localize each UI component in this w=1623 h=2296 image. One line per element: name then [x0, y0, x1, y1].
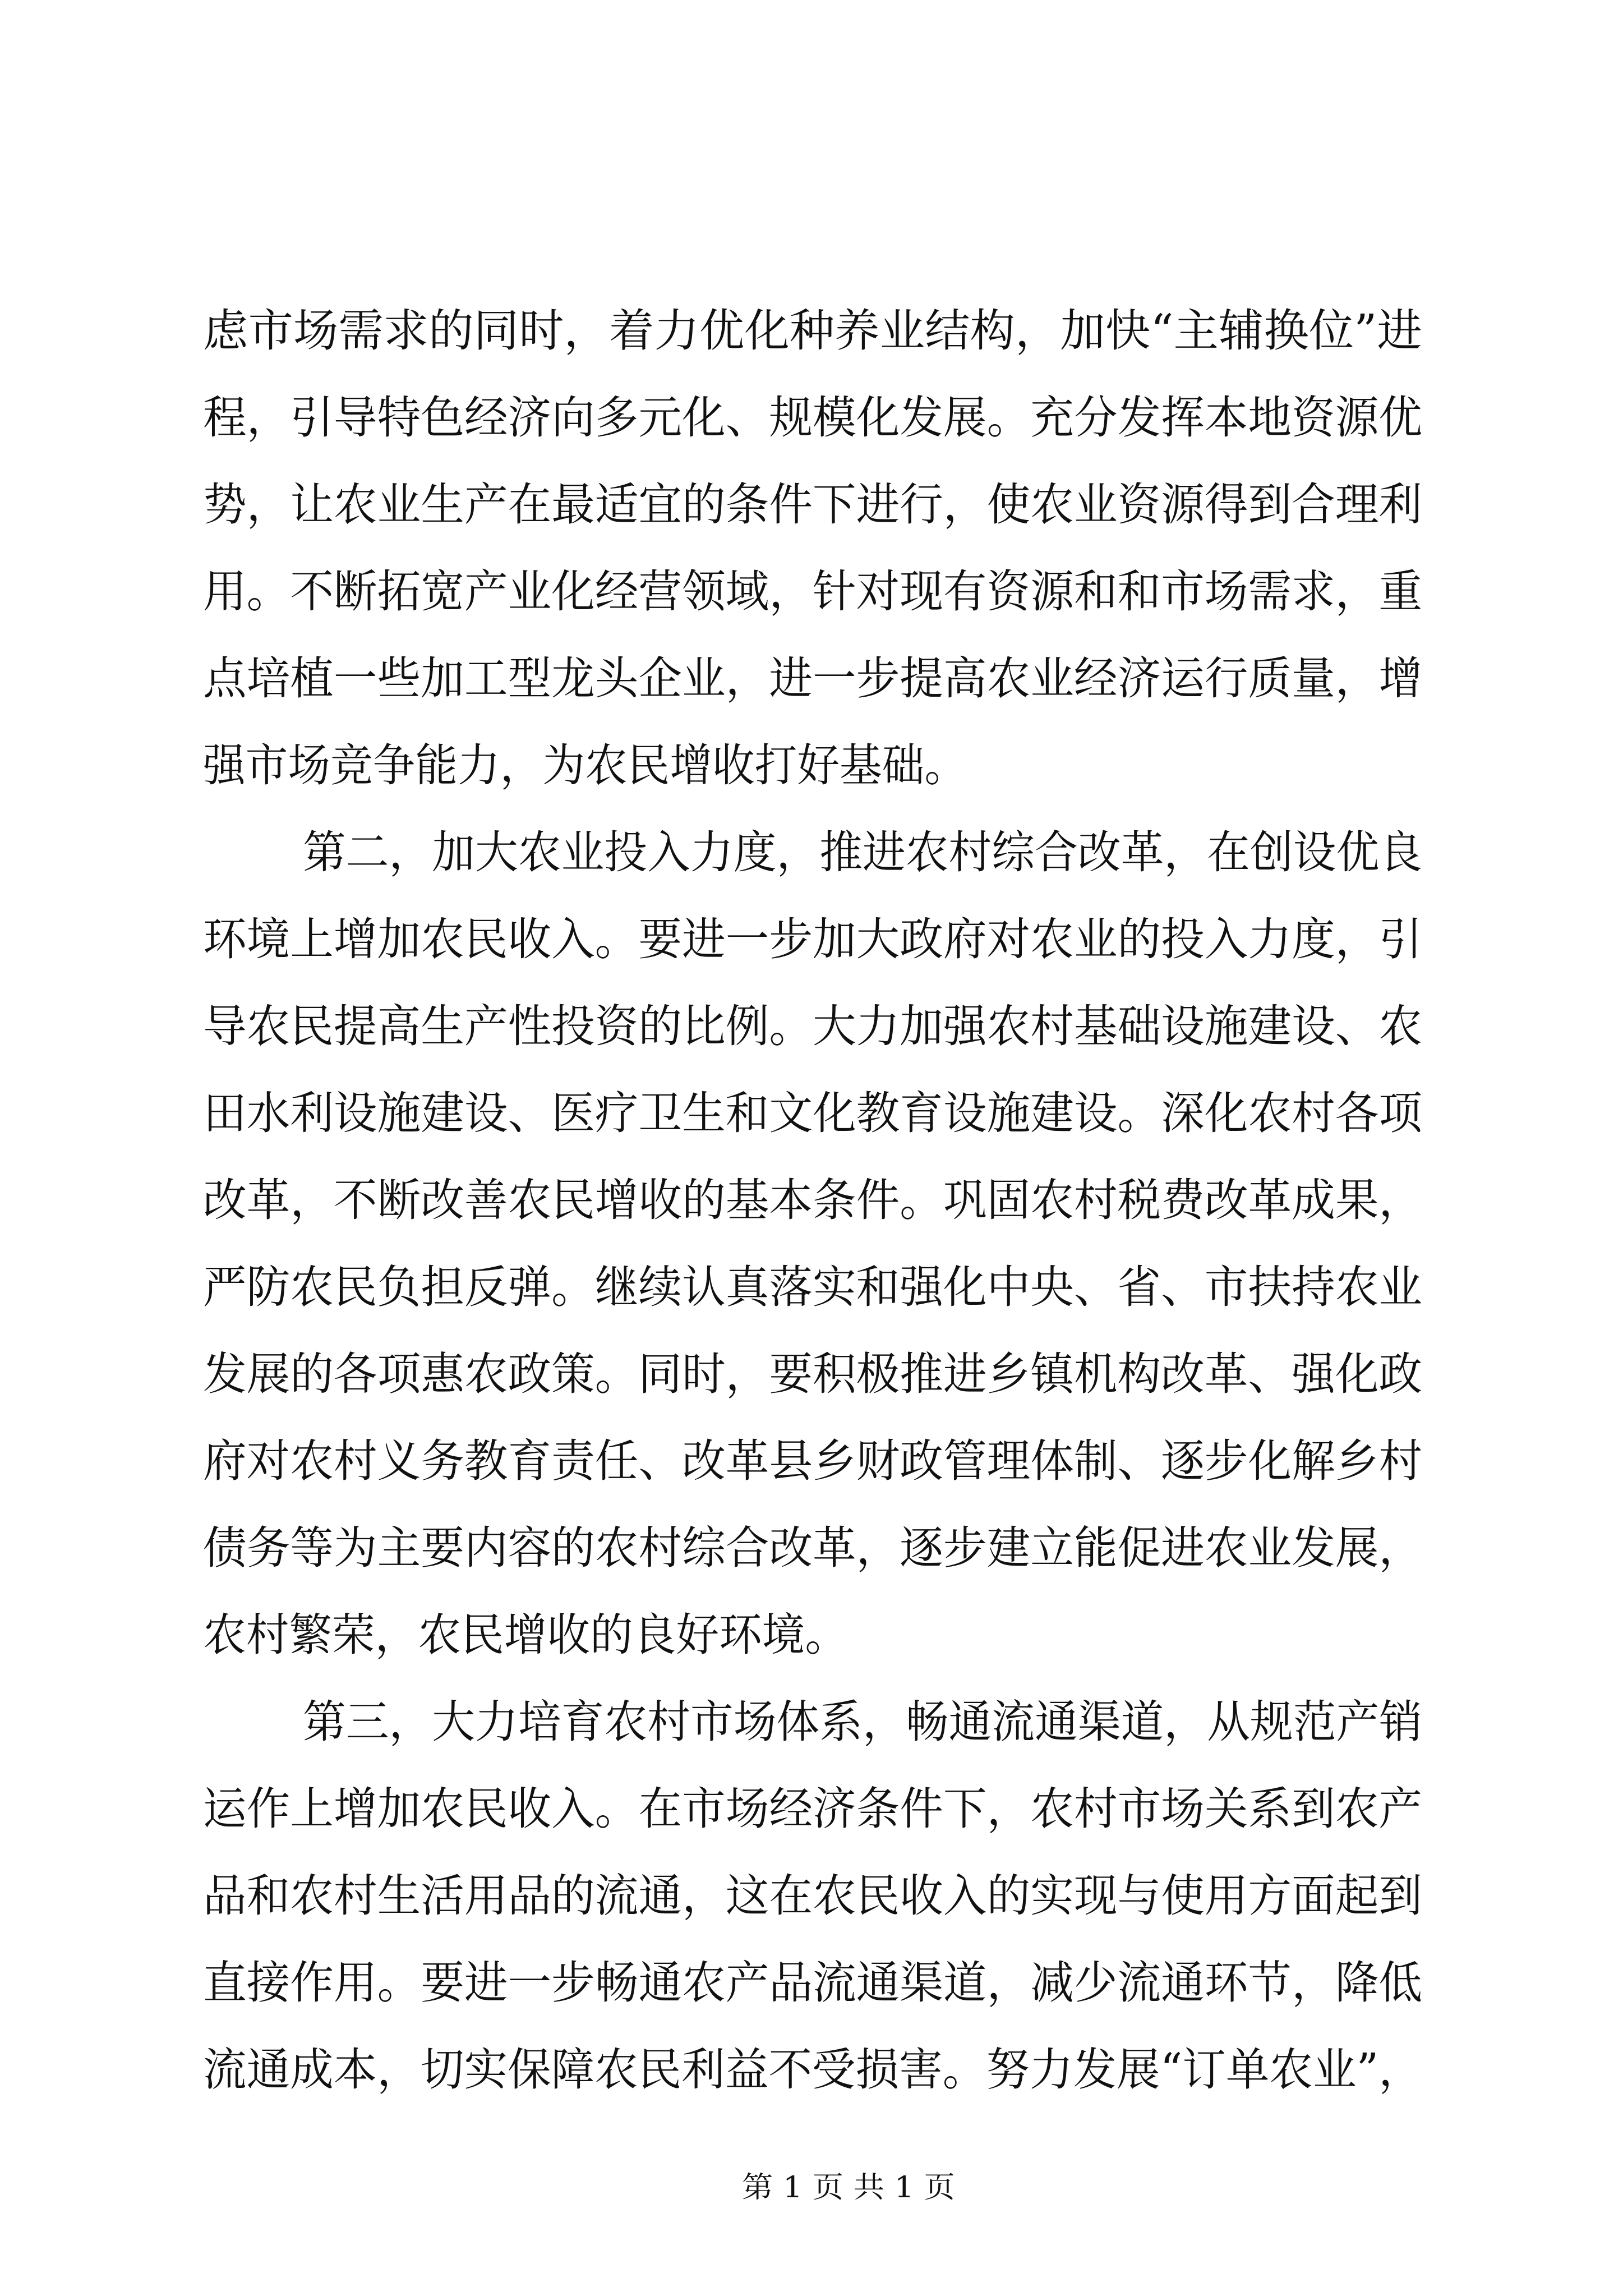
text-line-14: 府对农村义务教育责任、改革县乡财政管理体制、逐步化解乡村: [203, 1435, 1422, 1487]
text-line-11: 改革，不断改善农民增收的基本条件。巩固农村税费改革成果，: [203, 1174, 1422, 1226]
text-line-5: 点培植一些加工型龙头企业，进一步提高农业经济运行质量，增: [203, 652, 1422, 705]
text-line-6: 强市场竞争能力，为农民增收打好基础。: [203, 739, 967, 792]
text-line-10: 田水利设施建设、医疗卫生和文化教育设施建设。深化农村各项: [203, 1087, 1422, 1139]
text-line-17: 第三，大力培育农村市场体系，畅通流通渠道，从规范产销: [303, 1696, 1422, 1748]
text-line-2: 程，引导特色经济向多元化、规模化发展。充分发挥本地资源优: [203, 392, 1422, 444]
text-line-3: 势，让农业生产在最适宜的条件下进行，使农业资源得到合理利: [203, 478, 1422, 531]
page-number-footer: 第 1 页 共 1 页: [742, 2171, 955, 2205]
text-line-9: 导农民提高生产性投资的比例。大力加强农村基础设施建设、农: [203, 1000, 1422, 1052]
text-line-20: 直接作用。要进一步畅通农产品流通渠道，减少流通环节，降低: [203, 1957, 1422, 2009]
text-line-15: 债务等为主要内容的农村综合改革，逐步建立能促进农业发展，: [203, 1522, 1422, 1574]
text-line-8: 环境上增加农民收入。要进一步加大政府对农业的投入力度，引: [203, 913, 1422, 965]
text-line-13: 发展的各项惠农政策。同时，要积极推进乡镇机构改革、强化政: [203, 1348, 1422, 1400]
text-line-7: 第二，加大农业投入力度，推进农村综合改革，在创设优良: [303, 826, 1422, 878]
text-line-1: 虑市场需求的同时，着力优化种养业结构，加快“主辅换位”进: [203, 305, 1422, 357]
text-line-12: 严防农民负担反弹。继续认真落实和强化中央、省、市扶持农业: [203, 1261, 1422, 1313]
text-line-16: 农村繁荣，农民增收的良好环境。: [203, 1609, 848, 1661]
text-line-21: 流通成本，切实保障农民利益不受损害。努力发展“订单农业”，: [203, 2044, 1422, 2096]
text-line-18: 运作上增加农民收入。在市场经济条件下，农村市场关系到农产: [203, 1783, 1422, 1835]
text-line-4: 用。不断拓宽产业化经营领域，针对现有资源和和市场需求，重: [203, 565, 1422, 618]
text-line-19: 品和农村生活用品的流通，这在农民收入的实现与使用方面起到: [203, 1870, 1422, 1922]
